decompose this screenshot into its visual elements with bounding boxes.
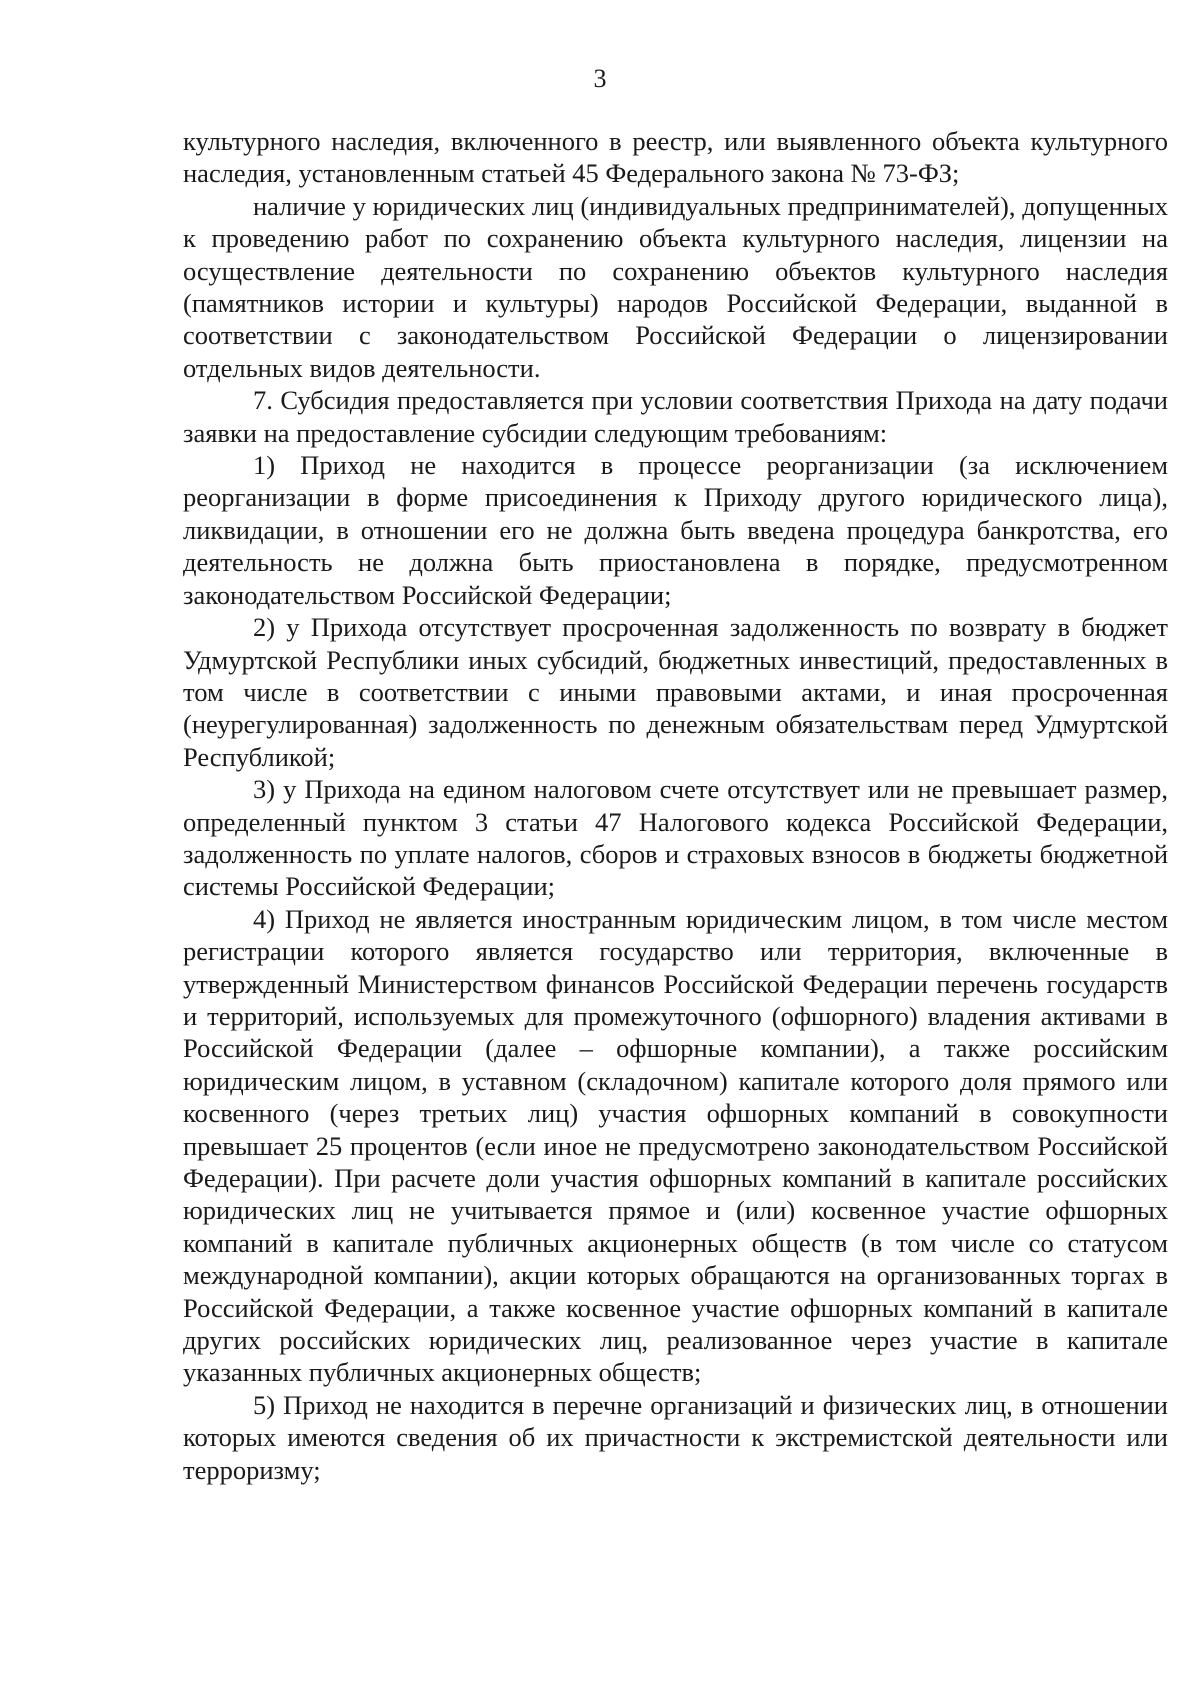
paragraph-subitem-1: 1) Приход не находится в процессе реорганизации (за исключением реорганизации в форме присоединения к Приходу другого юридического лица), ликвидации, в отношении его не должна быть введена процедура банкротства, его деятельность не должна быть приостановлена в порядке, предусмотренном законодательством Российской Федерации; xyxy=(183,450,1168,610)
paragraph-subitem-3: 3) у Прихода на едином налоговом счете отсутствует или не превышает размер, определенный пунктом 3 статьи 47 Налогового кодекса Российской Федерации, задолженность по уплате налогов, сборов и страховых взносов в бюджеты бюджетной системы Российской Федерации; xyxy=(183,774,1168,902)
paragraph-continuation: культурного наследия, включенного в реестр, или выявленного объекта культурного наследия, установленным статьей 45 Федерального закона № 73-ФЗ; xyxy=(183,126,1168,189)
paragraph-item-7: 7. Субсидия предоставляется при условии соответствия Прихода на дату подачи заявки на предоставление субсидии следующим требованиям: xyxy=(183,385,1168,448)
paragraph-license-requirement: наличие у юридических лиц (индивидуальных предпринимателей), допущенных к проведению работ по сохранению объекта культурного наследия, лицензии на осуществление деятельности по сохранению объектов культурного наследия (памятников истории и культуры) народов Российской Федерации, выданной в соответствии с законодательством Российской Федерации о лицензировании отдельных видов деятельности. xyxy=(183,190,1168,383)
paragraph-subitem-4: 4) Приход не является иностранным юридическим лицом, в том числе местом регистрации которого является государство или территория, включенные в утвержденный Министерством финансов Российской Федерации перечень государств и территорий, используемых для промежуточного (офшорного) владения активами в Российской Федерации (далее – офшорные компании), а также российским юридическим лицом, в уставном (складочном) капитале которого доля прямого или косвенного (через третьих лиц) участия офшорных компаний в совокупности превышает 25 процентов (если иное не предусмотрено законодательством Российской Федерации). При расчете доли участия офшорных компаний в капитале российских юридических лиц не учитывается прямое и (или) косвенное участие офшорных компаний в капитале публичных акционерных обществ (в том числе со статусом международной компании), акции которых обращаются на организованных торгах в Российской Федерации, а также косвенное участие офшорных компаний в капитале других российских юридических лиц, реализованное через участие в капитале указанных публичных акционерных обществ; xyxy=(183,903,1168,1388)
paragraph-subitem-5: 5) Приход не находится в перечне организаций и физических лиц, в отношении которых имеются сведения об их причастности к экстремистской деятельности или терроризму; xyxy=(183,1389,1168,1485)
paragraph-subitem-2: 2) у Прихода отсутствует просроченная задолженность по возврату в бюджет Удмуртской Республики иных субсидий, бюджетных инвестиций, предоставленных в том числе в соответствии с иными правовыми актами, и иная просроченная (неурегулированная) задолженность по денежным обязательствам перед Удмуртской Республикой; xyxy=(183,612,1168,772)
page-number: 3 xyxy=(593,64,607,93)
document-body xyxy=(183,125,1168,1486)
